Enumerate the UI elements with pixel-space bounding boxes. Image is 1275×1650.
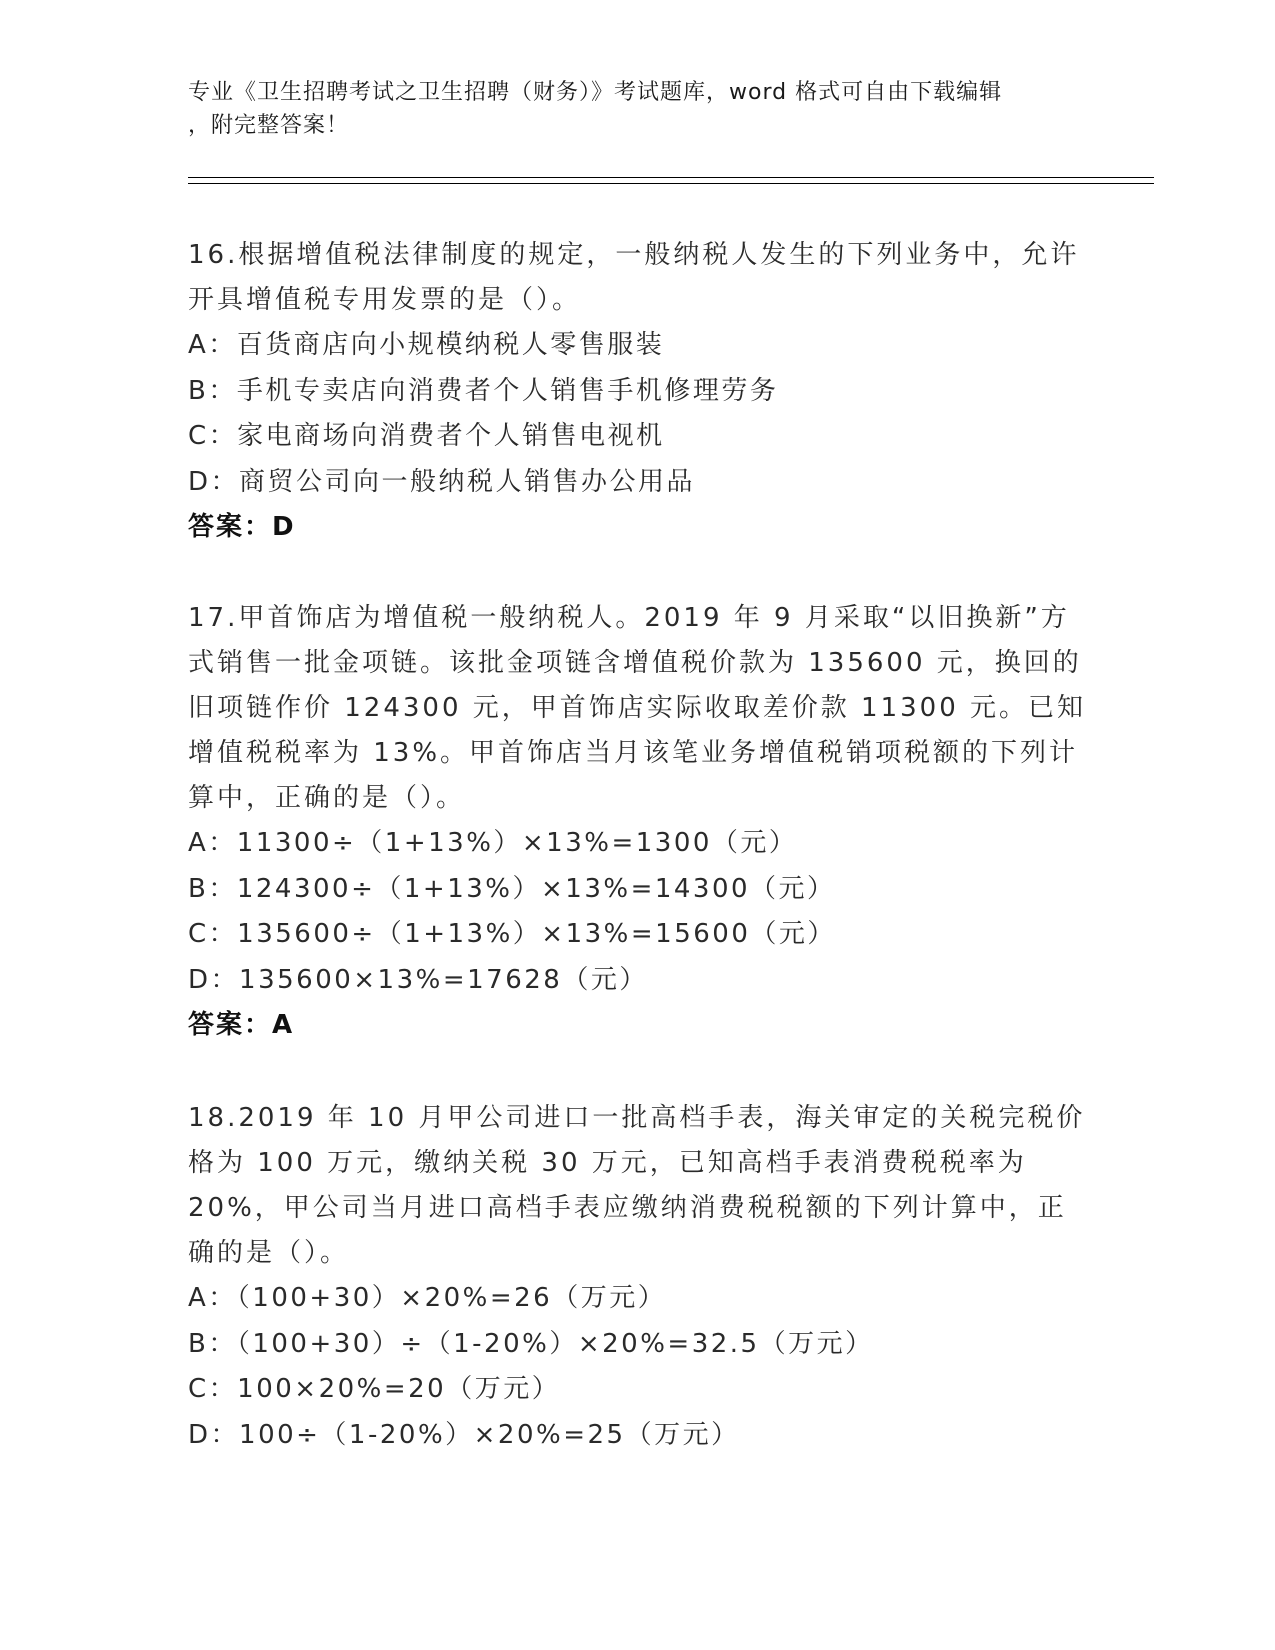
- option-c: C：135600÷（1+13%）×13%=15600（元）: [188, 919, 836, 949]
- question-stem: 17.甲首饰店为增值税一般纳税人。2019 年 9 月采取“以旧换新”方式销售一批金项链。该批金项链含增值税价款为 135600 元，换回的旧项链作价 124300 元，甲首饰店实际收取差价款 11300 元。已知增值税税率为 13%。甲首饰店当月该笔业务增值税销项税额的下列计算中，正确的是（）。: [188, 603, 1087, 813]
- question-stem: 16.根据增值税法律制度的规定，一般纳税人发生的下列业务中，允许开具增值税专用发票的是（）。: [188, 240, 1080, 315]
- question-16: [188, 233, 1088, 550]
- answer-label: 答案：A: [188, 1010, 295, 1040]
- header-divider-top: [188, 177, 1154, 178]
- question-stem: 18.2019 年 10 月甲公司进口一批高档手表，海关审定的关税完税价格为 100 万元，缴纳关税 30 万元，已知高档手表消费税税率为 20%，甲公司当月进口高档手表应缴纳消费税税额的下列计算中，正确的是（）。: [188, 1103, 1086, 1268]
- header-divider-bottom: [188, 183, 1154, 184]
- option-c: C：家电商场向消费者个人销售电视机: [188, 421, 665, 451]
- header-line-2: ，附完整答案！: [188, 113, 350, 138]
- option-d: D：135600×13%=17628（元）: [188, 964, 648, 995]
- option-b: B：手机专卖店向消费者个人销售手机修理劳务: [188, 375, 779, 406]
- question-17: [188, 596, 1088, 1048]
- option-b: B：（100+30）÷（1-20%）×20%=32.5（万元）: [188, 1328, 874, 1359]
- option-c: C：100×20%=20（万元）: [188, 1374, 561, 1404]
- option-a: A：（100+30）×20%=26（万元）: [188, 1283, 667, 1313]
- question-18: [188, 1096, 1088, 1458]
- option-a: A：百货商店向小规模纳税人零售服装: [188, 330, 665, 360]
- option-d: D：100÷（1-20%）×20%=25（万元）: [188, 1419, 740, 1450]
- option-a: A：11300÷（1+13%）×13%=1300（元）: [188, 828, 798, 858]
- header-line-1: 专业《卫生招聘考试之卫生招聘（财务）》考试题库，word 格式可自由下载编辑: [188, 80, 1003, 105]
- option-b: B：124300÷（1+13%）×13%=14300（元）: [188, 873, 836, 904]
- document-header: [188, 76, 1088, 142]
- answer-label: 答案：D: [188, 512, 296, 542]
- option-d: D：商贸公司向一般纳税人销售办公用品: [188, 466, 696, 497]
